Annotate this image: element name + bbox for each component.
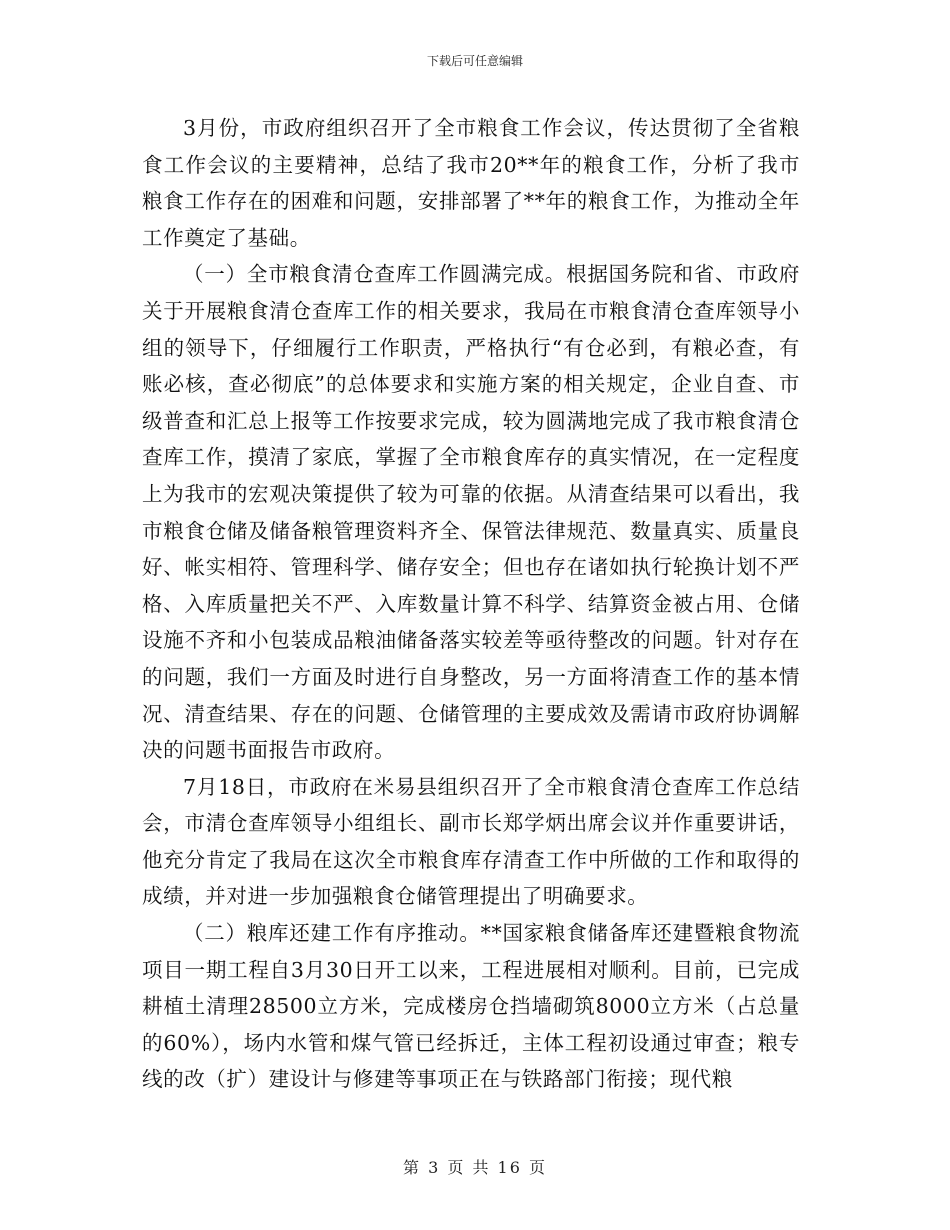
page-header-note: 下载后可任意编辑 (426, 54, 523, 68)
paragraph-1: 3月份，市政府组织召开了全市粮食工作会议，传达贯彻了全省粮食工作会议的主要精神，总结了我市20**年的粮食工作，分析了我市粮食工作存在的困难和问题，安排部署了**年的粮食工作，为推动全年工作奠定了基础。 (142, 116, 800, 250)
document-body (142, 110, 800, 1098)
paragraph-3: 7月18日，市政府在米易县组织召开了全市粮食清仓查库工作总结会，市清仓查库领导小组组长、副市长郑学炳出席会议并作重要讲话，他充分肯定了我局在这次全市粮食库存清查工作中所做的工作和取得的成绩，并对进一步加强粮食仓储管理提出了明确要求。 (142, 774, 800, 909)
paragraph-2: （一）全市粮食清仓查库工作圆满完成。根据国务院和省、市政府关于开展粮食清仓查库工作的相关要求，我局在市粮食清仓查库领导小组的领导下，仔细履行工作职责，严格执行“有仓必到，有粮必查，有账必核，查必彻底”的总体要求和实施方案的相关规定，企业自查、市级普查和汇总上报等工作按要求完成，较为圆满地完成了我市粮食清仓查库工作，摸清了家底，掌握了全市粮食库存的真实情况，在一定程度上为我市的宏观决策提供了较为可靠的依据。从清查结果可以看出，我市粮食仓储及储备粮管理资料齐全、保管法律规范、数量真实、质量良好、帐实相符、管理科学、储存安全；但也存在诸如执行轮换计划不严格、入库质量把关不严、入库数量计算不科学、结算资金被占用、仓储设施不齐和小包装成品粮油储备落实较差等亟待整改的问题。针对存在的问题，我们一方面及时进行自身整改，另一方面将清查工作的基本情况、清查结果、存在的问题、仓储管理的主要成效及需请市政府协调解决的问题书面报告市政府。 (142, 262, 800, 763)
page-number-footer: 第 3 页 共 16 页 (403, 1158, 547, 1177)
paragraph-4: （二）粮库还建工作有序推动。**国家粮食储备库还建暨粮食物流项目一期工程自3月30日开工以来，工程进展相对顺利。目前，已完成耕植土清理28500立方米，完成楼房仓挡墙砌筑8000立方米（占总量的60%），场内水管和煤气管已经拆迁，主体工程初设通过审查；粮专线的改（扩）建设计与修建等事项正在与铁路部门衔接；现代粮 (142, 921, 800, 1092)
